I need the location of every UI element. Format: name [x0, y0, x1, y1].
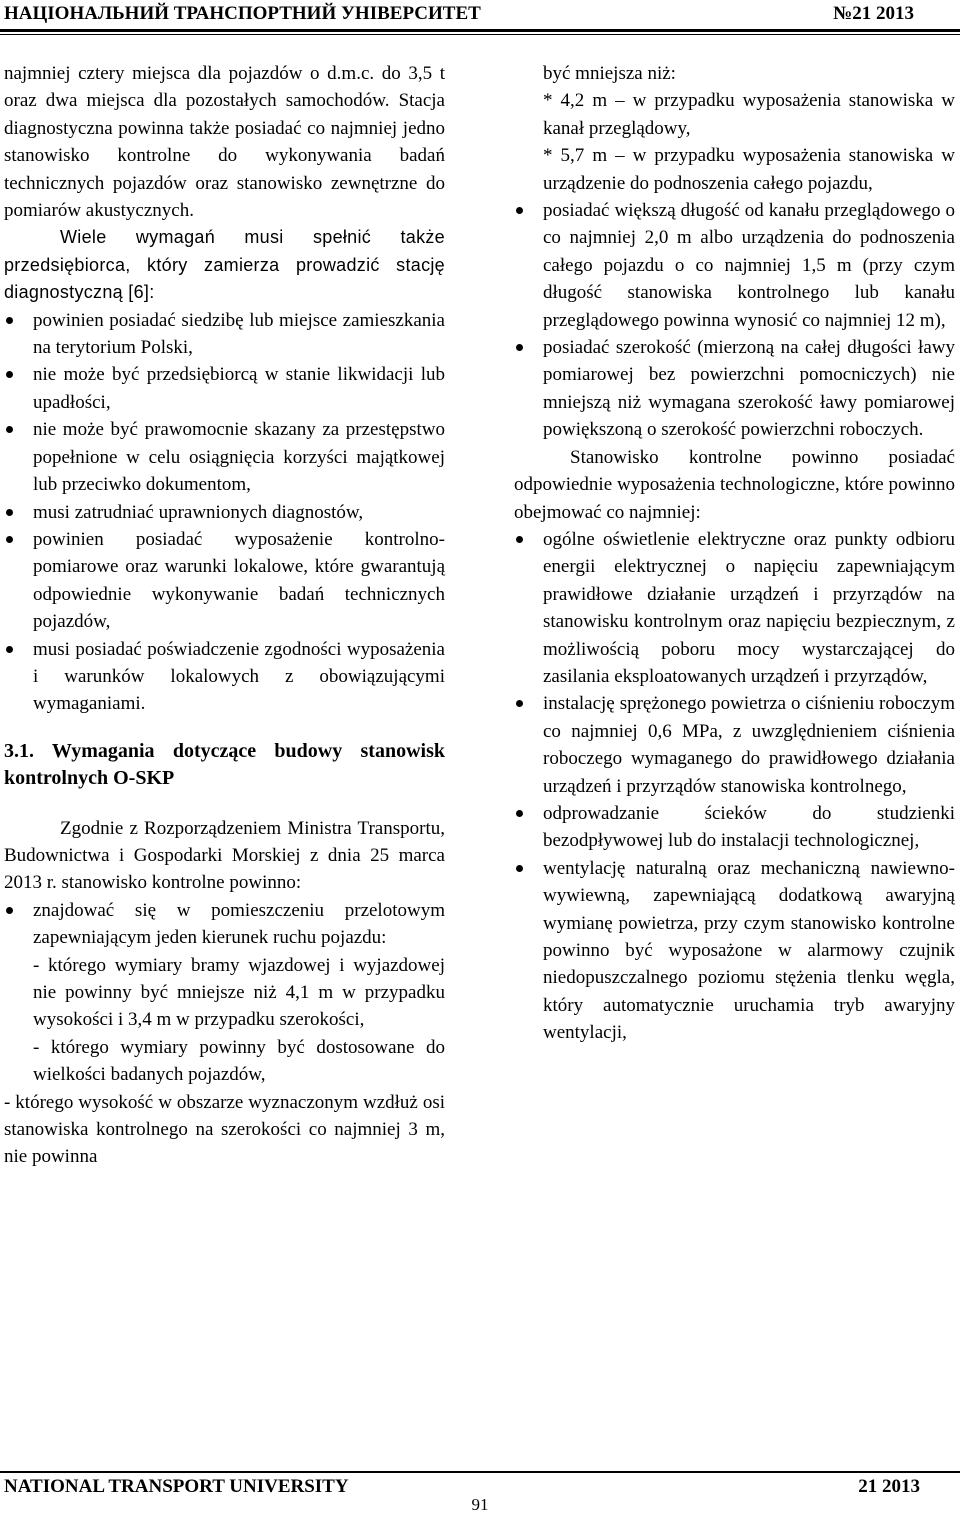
list-item: powinien posiadać wyposażenie kontrolno-pomiarowe oraz warunki lokalowe, które gwarantują odpowiednie wykonywanie badań technicznych pojazdów,: [4, 526, 445, 636]
sub-item: - którego wymiary powinny być dostosowane do wielkości badanych pojazdów,: [33, 1036, 445, 1086]
footer-rule: [0, 1471, 960, 1473]
list-item: musi posiadać poświadczenie zgodności wyposażenia i warunków lokalowych z obowiązującymi wymaganiami.: [4, 636, 445, 718]
bullet-icon: [516, 536, 523, 543]
header-rule: [0, 29, 960, 32]
list-item: wentylację naturalną oraz mechaniczną nawiewno-wywiewną, zapewniającą dodatkową awaryjną wymianę powietrza, przy czym stanowisko kontrolne powinno być wyposażone w alarmowy czujnik niedopuszczalnego poziomu stężenia tlenku węgla, który automatycznie uruchamia tryb awaryjny wentylacji,: [514, 855, 955, 1047]
bullet-icon: [6, 317, 13, 324]
bullet-icon: [516, 810, 523, 817]
bullet-icon: [6, 426, 13, 433]
bullet-icon: [6, 646, 13, 653]
list-item: odprowadzanie ścieków do studzienki bezodpływowej lub do instalacji technologicznej,: [514, 800, 955, 855]
requirements-intro: Wiele wymagań musi spełnić także przedsiębiorca, który zamierza prowadzić stację diagnostyczną [6]:: [4, 227, 445, 303]
page-number: 91: [471, 1495, 489, 1514]
list-item: instalację sprężonego powietrza o ciśnieniu roboczym co najmniej 0,6 MPa, z uwzględnieniem ciśnienia roboczego wymaganego do prawidłowego działania urządzeń i przyrządów stanowiska kontrolnego,: [514, 690, 955, 800]
bullet-icon: [516, 344, 523, 351]
dimension-list: [514, 197, 955, 444]
equipment-list: [514, 526, 955, 1047]
footer-issue: 21 2013: [858, 1476, 920, 1497]
list-item: posiadać szerokość (mierzoną na całej długości ławy pomiarowej bez powierzchni pomocniczych) nie mniejszą niż wymagana szerokość ławy pomiarowej powiększoną o szerokość powierzchni roboczych.: [514, 334, 955, 444]
list-item: musi zatrudniać uprawnionych diagnostów,: [4, 499, 445, 526]
station-requirements-list: [4, 897, 445, 952]
bullet-icon: [6, 371, 13, 378]
section-heading: 3.1. Wymagania dotyczące budowy stanowisk kontrolnych O-SKP: [4, 739, 445, 790]
height-requirement: * 4,2 m – w przypadku wyposażenia stanowiska w kanał przeglądowy,: [543, 90, 955, 139]
list-item: powinien posiadać siedzibę lub miejsce zamieszkania na terytorium Polski,: [4, 307, 445, 362]
regulation-paragraph: Zgodnie z Rozporządzeniem Ministra Transportu, Budownictwa i Gospodarki Morskiej z dnia 25 marca 2013 r. stanowisko kontrolne powinno:: [4, 817, 445, 894]
list-item: nie może być prawomocnie skazany za przestępstwo popełnione w celu osiągnięcia korzyści majątkowej lub przeciwko dokumentom,: [4, 416, 445, 498]
bullet-icon: [6, 907, 13, 914]
list-item: znajdować się w pomieszczeniu przelotowym zapewniającym jeden kierunek ruchu pojazdu:: [4, 897, 445, 952]
bullet-icon: [516, 865, 523, 872]
header-university: НАЦІОНАЛЬНИЙ ТРАНСПОРТНИЙ УНІВЕРСИТЕТ: [4, 3, 481, 24]
footer-university: NATIONAL TRANSPORT UNIVERSITY: [4, 1476, 349, 1497]
bullet-icon: [6, 536, 13, 543]
left-column: [4, 60, 445, 1171]
bullet-icon: [6, 509, 13, 516]
equipment-intro: Stanowisko kontrolne powinno posiadać odpowiednie wyposażenia technologiczne, które powinno obejmować co najmniej:: [514, 446, 955, 523]
list-item: posiadać większą długość od kanału przeglądowego o co najmniej 2,0 m albo urządzenia do podnoszenia całego pojazdu o co najmniej 1,5 m (przy czym długość stanowiska kontrolnego lub kanału przeglądowego powinna wynosić co najmniej 12 m),: [514, 197, 955, 334]
sub-item-tail: - którego wysokość w obszarze wyznaczonym wzdłuż osi stanowiska kontrolnego na szerokości co najmniej 3 m, nie powinna: [4, 1091, 445, 1168]
list-item: nie może być przedsiębiorcą w stanie likwidacji lub upadłości,: [4, 361, 445, 416]
bullet-icon: [516, 207, 523, 214]
continuation-intro: być mniejsza niż:: [543, 63, 676, 84]
height-requirement: * 5,7 m – w przypadku wyposażenia stanowiska w urządzenie do podnoszenia całego pojazdu,: [543, 145, 955, 194]
intro-paragraph: najmniej cztery miejsca dla pojazdów o d.m.c. do 3,5 t oraz dwa miejsca dla pozostałych samochodów. Stacja diagnostyczna powinna także posiadać co najmniej jedno stanowisko kontrolne do wykonywania badań technicznych pojazdów oraz stanowisko zewnętrzne do pomiarów akustycznych.: [4, 63, 445, 222]
requirements-list: [4, 307, 445, 718]
sub-item: - którego wymiary bramy wjazdowej i wyjazdowej nie powinny być mniejsze niż 4,1 m w przypadku wysokości i 3,4 m w przypadku szerokości,: [33, 954, 445, 1031]
header-issue: №21 2013: [833, 3, 914, 24]
right-column: [514, 60, 955, 1047]
bullet-icon: [516, 700, 523, 707]
list-item: ogólne oświetlenie elektryczne oraz punkty odbioru energii elektrycznej o napięciu zapewniającym prawidłowe działanie urządzeń i przyrządów na stanowisku kontrolnym oraz napięciu bezpiecznym, z możliwością poboru mocy wystarczającej do zasilania eksploatowanych urządzeń i przyrządów,: [514, 526, 955, 690]
header-rule-thin: [0, 34, 960, 35]
